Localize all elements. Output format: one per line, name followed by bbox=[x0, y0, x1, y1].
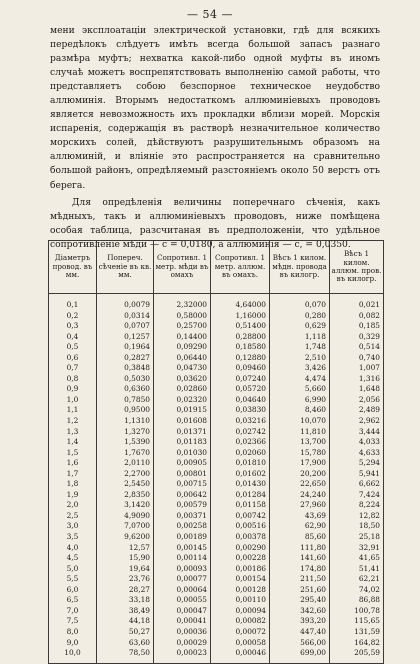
cell-aluminium-resistance: 0,01602 bbox=[211, 469, 270, 480]
cell-aluminium-weight: 131,59 bbox=[330, 627, 384, 638]
table-row bbox=[49, 638, 384, 649]
cell-aluminium-weight: 0,514 bbox=[330, 342, 384, 353]
wire-table bbox=[48, 240, 384, 664]
cell-cross-section: 4,9090 bbox=[97, 511, 154, 522]
cell-aluminium-resistance: 0,00094 bbox=[211, 606, 270, 617]
cell-diameter: 7,0 bbox=[49, 606, 97, 617]
cell-diameter: 6,0 bbox=[49, 585, 97, 596]
cell-copper-weight: 10,070 bbox=[270, 416, 330, 427]
cell-diameter: 6,5 bbox=[49, 595, 97, 606]
cell-aluminium-resistance: 0,09460 bbox=[211, 363, 270, 374]
table-row bbox=[49, 458, 384, 469]
cell-diameter: 1,5 bbox=[49, 448, 97, 459]
cell-copper-resistance: 0,00371 bbox=[154, 511, 211, 522]
cell-copper-resistance: 0,09290 bbox=[154, 342, 211, 353]
paragraph-table-intro: Для опредѣленiя величины поперечнаго сѣченiя, какъ мѣдныхъ, такъ и аллюминiевыхъ проводовъ, ниже помѣщена особая таблица, разсчитаная въ предположенiи, что удѣльное сопротивленiе мѣди — c = 0,0180, а аллюминiя — c, = 0,0350. bbox=[50, 197, 380, 250]
cell-copper-resistance: 2,32000 bbox=[154, 294, 211, 311]
cell-diameter: 5,0 bbox=[49, 564, 97, 575]
cell-diameter: 8,0 bbox=[49, 627, 97, 638]
cell-copper-weight: 8,460 bbox=[270, 405, 330, 416]
table-row bbox=[49, 585, 384, 596]
cell-diameter: 0,9 bbox=[49, 384, 97, 395]
cell-aluminium-resistance: 0,03830 bbox=[211, 405, 270, 416]
cell-aluminium-resistance: 0,00516 bbox=[211, 521, 270, 532]
cell-copper-resistance: 0,00642 bbox=[154, 490, 211, 501]
cell-diameter: 0,1 bbox=[49, 294, 97, 311]
table-body bbox=[49, 294, 384, 664]
table-row bbox=[49, 532, 384, 543]
cell-copper-weight: 2,510 bbox=[270, 353, 330, 364]
cell-copper-weight: 15,780 bbox=[270, 448, 330, 459]
cell-diameter: 1,9 bbox=[49, 490, 97, 501]
table-row bbox=[49, 595, 384, 606]
cell-cross-section: 15,90 bbox=[97, 553, 154, 564]
table-row bbox=[49, 543, 384, 554]
data-table-wrapper bbox=[48, 240, 383, 664]
cell-diameter: 4,0 bbox=[49, 543, 97, 554]
cell-aluminium-resistance: 0,01810 bbox=[211, 458, 270, 469]
cell-copper-weight: 393,20 bbox=[270, 616, 330, 627]
cell-copper-resistance: 0,00579 bbox=[154, 500, 211, 511]
cell-aluminium-weight: 4,033 bbox=[330, 437, 384, 448]
table-row bbox=[49, 332, 384, 343]
table-row bbox=[49, 321, 384, 332]
cell-copper-resistance: 0,00905 bbox=[154, 458, 211, 469]
cell-copper-resistance: 0,00023 bbox=[154, 648, 211, 663]
cell-cross-section: 0,1257 bbox=[97, 332, 154, 343]
cell-copper-resistance: 0,00077 bbox=[154, 574, 211, 585]
cell-copper-resistance: 0,00258 bbox=[154, 521, 211, 532]
cell-cross-section: 2,5450 bbox=[97, 479, 154, 490]
table-row bbox=[49, 448, 384, 459]
cell-aluminium-resistance: 0,02742 bbox=[211, 427, 270, 438]
cell-copper-weight: 1,118 bbox=[270, 332, 330, 343]
cell-cross-section: 7,0700 bbox=[97, 521, 154, 532]
cell-cross-section: 0,0707 bbox=[97, 321, 154, 332]
table-row bbox=[49, 574, 384, 585]
cell-cross-section: 0,7850 bbox=[97, 395, 154, 406]
cell-aluminium-resistance: 0,03216 bbox=[211, 416, 270, 427]
cell-copper-resistance: 0,02860 bbox=[154, 384, 211, 395]
cell-diameter: 4,5 bbox=[49, 553, 97, 564]
cell-aluminium-weight: 18,50 bbox=[330, 521, 384, 532]
cell-aluminium-weight: 4,633 bbox=[330, 448, 384, 459]
table-row bbox=[49, 374, 384, 385]
cell-aluminium-resistance: 1,16000 bbox=[211, 311, 270, 322]
cell-aluminium-resistance: 0,00742 bbox=[211, 511, 270, 522]
cell-copper-resistance: 0,00145 bbox=[154, 543, 211, 554]
cell-copper-resistance: 0,01608 bbox=[154, 416, 211, 427]
table-header-row bbox=[49, 241, 384, 294]
cell-diameter: 1,4 bbox=[49, 437, 97, 448]
cell-copper-weight: 85,60 bbox=[270, 532, 330, 543]
cell-copper-resistance: 0,06440 bbox=[154, 353, 211, 364]
cell-diameter: 0,8 bbox=[49, 374, 97, 385]
cell-cross-section: 9,6200 bbox=[97, 532, 154, 543]
cell-aluminium-resistance: 0,01284 bbox=[211, 490, 270, 501]
cell-copper-resistance: 0,00114 bbox=[154, 553, 211, 564]
cell-cross-section: 1,7670 bbox=[97, 448, 154, 459]
cell-copper-resistance: 0,01915 bbox=[154, 405, 211, 416]
table-row bbox=[49, 606, 384, 617]
cell-cross-section: 1,5390 bbox=[97, 437, 154, 448]
cell-copper-resistance: 0,00036 bbox=[154, 627, 211, 638]
table-row bbox=[49, 437, 384, 448]
cell-diameter: 0,4 bbox=[49, 332, 97, 343]
table-row bbox=[49, 395, 384, 406]
cell-diameter: 3,5 bbox=[49, 532, 97, 543]
cell-cross-section: 2,2700 bbox=[97, 469, 154, 480]
body-text bbox=[50, 24, 380, 252]
cell-aluminium-resistance: 0,51400 bbox=[211, 321, 270, 332]
cell-cross-section: 63,60 bbox=[97, 638, 154, 649]
cell-aluminium-weight: 100,78 bbox=[330, 606, 384, 617]
cell-cross-section: 19,64 bbox=[97, 564, 154, 575]
cell-copper-resistance: 0,00029 bbox=[154, 638, 211, 649]
cell-aluminium-weight: 115,65 bbox=[330, 616, 384, 627]
cell-aluminium-resistance: 0,00128 bbox=[211, 585, 270, 596]
cell-copper-resistance: 0,01030 bbox=[154, 448, 211, 459]
cell-copper-weight: 0,629 bbox=[270, 321, 330, 332]
cell-copper-resistance: 0,58000 bbox=[154, 311, 211, 322]
cell-diameter: 1,8 bbox=[49, 479, 97, 490]
cell-aluminium-resistance: 0,12880 bbox=[211, 353, 270, 364]
table-row bbox=[49, 553, 384, 564]
cell-cross-section: 38,49 bbox=[97, 606, 154, 617]
cell-aluminium-weight: 205,59 bbox=[330, 648, 384, 663]
cell-aluminium-weight: 1,648 bbox=[330, 384, 384, 395]
cell-cross-section: 0,3848 bbox=[97, 363, 154, 374]
cell-aluminium-weight: 12,82 bbox=[330, 511, 384, 522]
cell-copper-resistance: 0,01371 bbox=[154, 427, 211, 438]
cell-diameter: 7,5 bbox=[49, 616, 97, 627]
header-aluminium-weight: Вѣсъ 1 килом. аллюм. пров. въ килогр. bbox=[330, 241, 384, 294]
cell-cross-section: 0,1964 bbox=[97, 342, 154, 353]
cell-cross-section: 23,76 bbox=[97, 574, 154, 585]
cell-copper-resistance: 0,14400 bbox=[154, 332, 211, 343]
cell-aluminium-weight: 5,941 bbox=[330, 469, 384, 480]
page-number: — 54 — bbox=[187, 8, 233, 21]
table-row bbox=[49, 627, 384, 638]
cell-copper-weight: 295,40 bbox=[270, 595, 330, 606]
cell-copper-resistance: 0,00047 bbox=[154, 606, 211, 617]
cell-copper-resistance: 0,00041 bbox=[154, 616, 211, 627]
cell-cross-section: 33,18 bbox=[97, 595, 154, 606]
cell-diameter: 1,0 bbox=[49, 395, 97, 406]
cell-copper-weight: 5,660 bbox=[270, 384, 330, 395]
cell-diameter: 1,6 bbox=[49, 458, 97, 469]
cell-aluminium-weight: 8,224 bbox=[330, 500, 384, 511]
cell-cross-section: 12,57 bbox=[97, 543, 154, 554]
cell-aluminium-weight: 164,82 bbox=[330, 638, 384, 649]
cell-diameter: 9,0 bbox=[49, 638, 97, 649]
cell-aluminium-weight: 62,21 bbox=[330, 574, 384, 585]
cell-cross-section: 44,18 bbox=[97, 616, 154, 627]
cell-aluminium-weight: 0,185 bbox=[330, 321, 384, 332]
cell-aluminium-weight: 32,91 bbox=[330, 543, 384, 554]
cell-aluminium-resistance: 0,02366 bbox=[211, 437, 270, 448]
cell-copper-resistance: 0,03620 bbox=[154, 374, 211, 385]
cell-diameter: 0,7 bbox=[49, 363, 97, 374]
cell-aluminium-weight: 2,962 bbox=[330, 416, 384, 427]
cell-aluminium-weight: 0,082 bbox=[330, 311, 384, 322]
cell-diameter: 0,5 bbox=[49, 342, 97, 353]
cell-diameter: 5,5 bbox=[49, 574, 97, 585]
cell-copper-resistance: 0,00715 bbox=[154, 479, 211, 490]
cell-aluminium-weight: 6,662 bbox=[330, 479, 384, 490]
cell-cross-section: 0,9500 bbox=[97, 405, 154, 416]
header-copper-weight: Вѣсъ 1 килом. мѣдн. провода въ килогр. bbox=[270, 241, 330, 294]
cell-cross-section: 50,27 bbox=[97, 627, 154, 638]
table-row bbox=[49, 416, 384, 427]
cell-aluminium-resistance: 0,05720 bbox=[211, 384, 270, 395]
cell-cross-section: 0,6360 bbox=[97, 384, 154, 395]
cell-copper-resistance: 0,00055 bbox=[154, 595, 211, 606]
cell-diameter: 3,0 bbox=[49, 521, 97, 532]
cell-aluminium-resistance: 0,28800 bbox=[211, 332, 270, 343]
cell-aluminium-weight: 74,02 bbox=[330, 585, 384, 596]
cell-copper-weight: 20,200 bbox=[270, 469, 330, 480]
cell-cross-section: 3,1420 bbox=[97, 500, 154, 511]
cell-copper-weight: 43,69 bbox=[270, 511, 330, 522]
cell-copper-weight: 62,90 bbox=[270, 521, 330, 532]
table-row bbox=[49, 648, 384, 663]
cell-aluminium-resistance: 0,00186 bbox=[211, 564, 270, 575]
cell-aluminium-weight: 2,489 bbox=[330, 405, 384, 416]
cell-copper-weight: 447,40 bbox=[270, 627, 330, 638]
cell-diameter: 1,7 bbox=[49, 469, 97, 480]
cell-aluminium-resistance: 0,07240 bbox=[211, 374, 270, 385]
cell-copper-weight: 1,748 bbox=[270, 342, 330, 353]
cell-copper-weight: 24,240 bbox=[270, 490, 330, 501]
cell-aluminium-weight: 0,329 bbox=[330, 332, 384, 343]
cell-copper-weight: 174,80 bbox=[270, 564, 330, 575]
cell-copper-resistance: 0,00801 bbox=[154, 469, 211, 480]
table-row bbox=[49, 479, 384, 490]
cell-cross-section: 0,0314 bbox=[97, 311, 154, 322]
cell-aluminium-weight: 1,316 bbox=[330, 374, 384, 385]
cell-copper-weight: 111,80 bbox=[270, 543, 330, 554]
table-row bbox=[49, 294, 384, 311]
cell-cross-section: 78,50 bbox=[97, 648, 154, 663]
cell-cross-section: 0,5030 bbox=[97, 374, 154, 385]
cell-copper-weight: 566,00 bbox=[270, 638, 330, 649]
cell-aluminium-resistance: 0,02060 bbox=[211, 448, 270, 459]
cell-copper-resistance: 0,00064 bbox=[154, 585, 211, 596]
cell-aluminium-resistance: 0,00058 bbox=[211, 638, 270, 649]
cell-aluminium-weight: 0,021 bbox=[330, 294, 384, 311]
cell-copper-weight: 11,810 bbox=[270, 427, 330, 438]
cell-aluminium-resistance: 0,01158 bbox=[211, 500, 270, 511]
cell-aluminium-weight: 25,18 bbox=[330, 532, 384, 543]
cell-aluminium-resistance: 0,04640 bbox=[211, 395, 270, 406]
header-diameter: Дiаметръ провод. въ мм. bbox=[49, 241, 97, 294]
cell-aluminium-weight: 3,444 bbox=[330, 427, 384, 438]
table-row bbox=[49, 311, 384, 322]
table-row bbox=[49, 500, 384, 511]
cell-copper-weight: 13,700 bbox=[270, 437, 330, 448]
cell-aluminium-weight: 51,41 bbox=[330, 564, 384, 575]
cell-aluminium-resistance: 0,00082 bbox=[211, 616, 270, 627]
cell-aluminium-resistance: 0,00046 bbox=[211, 648, 270, 663]
table-row bbox=[49, 564, 384, 575]
cell-copper-weight: 22,650 bbox=[270, 479, 330, 490]
cell-copper-weight: 211,50 bbox=[270, 574, 330, 585]
cell-cross-section: 2,0110 bbox=[97, 458, 154, 469]
cell-diameter: 1,3 bbox=[49, 427, 97, 438]
header-cross-section: Попереч. сѣченiе въ кв. мм. bbox=[97, 241, 154, 294]
cell-copper-resistance: 0,02320 bbox=[154, 395, 211, 406]
cell-cross-section: 1,1310 bbox=[97, 416, 154, 427]
cell-copper-weight: 3,426 bbox=[270, 363, 330, 374]
cell-aluminium-weight: 2,056 bbox=[330, 395, 384, 406]
cell-copper-weight: 27,960 bbox=[270, 500, 330, 511]
table-row bbox=[49, 521, 384, 532]
cell-aluminium-resistance: 0,00228 bbox=[211, 553, 270, 564]
cell-copper-weight: 6,990 bbox=[270, 395, 330, 406]
cell-diameter: 1,1 bbox=[49, 405, 97, 416]
cell-copper-weight: 17,900 bbox=[270, 458, 330, 469]
table-row bbox=[49, 511, 384, 522]
cell-copper-weight: 0,070 bbox=[270, 294, 330, 311]
cell-diameter: 2,0 bbox=[49, 500, 97, 511]
cell-aluminium-resistance: 0,18580 bbox=[211, 342, 270, 353]
cell-aluminium-weight: 0,740 bbox=[330, 353, 384, 364]
cell-aluminium-weight: 7,424 bbox=[330, 490, 384, 501]
cell-copper-resistance: 0,25700 bbox=[154, 321, 211, 332]
table-row bbox=[49, 616, 384, 627]
cell-copper-weight: 0,280 bbox=[270, 311, 330, 322]
table-row bbox=[49, 469, 384, 480]
cell-aluminium-weight: 86,88 bbox=[330, 595, 384, 606]
cell-cross-section: 2,8350 bbox=[97, 490, 154, 501]
table-row bbox=[49, 363, 384, 374]
cell-cross-section: 0,2827 bbox=[97, 353, 154, 364]
cell-copper-resistance: 0,00189 bbox=[154, 532, 211, 543]
cell-aluminium-resistance: 0,00154 bbox=[211, 574, 270, 585]
table-row bbox=[49, 384, 384, 395]
cell-diameter: 2,5 bbox=[49, 511, 97, 522]
table-row bbox=[49, 427, 384, 438]
cell-aluminium-resistance: 0,00290 bbox=[211, 543, 270, 554]
cell-diameter: 10,0 bbox=[49, 648, 97, 663]
cell-cross-section: 0,0079 bbox=[97, 294, 154, 311]
cell-aluminium-weight: 1,007 bbox=[330, 363, 384, 374]
cell-aluminium-resistance: 4,64000 bbox=[211, 294, 270, 311]
cell-copper-resistance: 0,04730 bbox=[154, 363, 211, 374]
table-row bbox=[49, 405, 384, 416]
header-copper-resistance: Сопротивл. 1 метр. мѣди въ омахъ bbox=[154, 241, 211, 294]
cell-aluminium-resistance: 0,01430 bbox=[211, 479, 270, 490]
cell-copper-resistance: 0,00093 bbox=[154, 564, 211, 575]
cell-copper-weight: 251,60 bbox=[270, 585, 330, 596]
cell-diameter: 0,3 bbox=[49, 321, 97, 332]
cell-aluminium-resistance: 0,00110 bbox=[211, 595, 270, 606]
cell-aluminium-weight: 41,65 bbox=[330, 553, 384, 564]
cell-cross-section: 28,27 bbox=[97, 585, 154, 596]
cell-aluminium-resistance: 0,00072 bbox=[211, 627, 270, 638]
cell-diameter: 0,2 bbox=[49, 311, 97, 322]
cell-aluminium-weight: 5,294 bbox=[330, 458, 384, 469]
cell-copper-weight: 342,60 bbox=[270, 606, 330, 617]
cell-copper-weight: 699,00 bbox=[270, 648, 330, 663]
table-row bbox=[49, 353, 384, 364]
cell-copper-weight: 4,474 bbox=[270, 374, 330, 385]
cell-copper-weight: 141,60 bbox=[270, 553, 330, 564]
header-aluminium-resistance: Сопротивл. 1 метр. аллюм. въ омахъ. bbox=[211, 241, 270, 294]
table-row bbox=[49, 490, 384, 501]
paragraph-continuation: мени эксплоатацiи электрической установки, гдѣ для всякихъ передѣлокъ слѣдуетъ имѣть всегда большой запасъ разнаго размѣра муфтъ; нехватка какой-либо одной муфты въ иномъ случаѣ можетъ воспрепятствовать выполненiю самой работы, что представляетъ собою безспорное техническое неудобство аллюминiя. Вторымъ недостаткомъ аллюминiевыхъ проводовъ является невозможность ихъ прокладки вблизи морей. Морскiя испаренiя, содержащiя въ растворѣ незначительное количество морскихъ солей, дѣйствуютъ разрушительнымъ образомъ на аллюминiй, и влiянiе это распространяется на сравнительно большой районъ, опредѣляемый разстоянiемъ около 50 верстъ отъ берега. bbox=[50, 26, 380, 191]
cell-copper-resistance: 0,01183 bbox=[154, 437, 211, 448]
cell-cross-section: 1,3270 bbox=[97, 427, 154, 438]
cell-diameter: 0,6 bbox=[49, 353, 97, 364]
cell-aluminium-resistance: 0,00378 bbox=[211, 532, 270, 543]
cell-diameter: 1,2 bbox=[49, 416, 97, 427]
table-row bbox=[49, 342, 384, 353]
